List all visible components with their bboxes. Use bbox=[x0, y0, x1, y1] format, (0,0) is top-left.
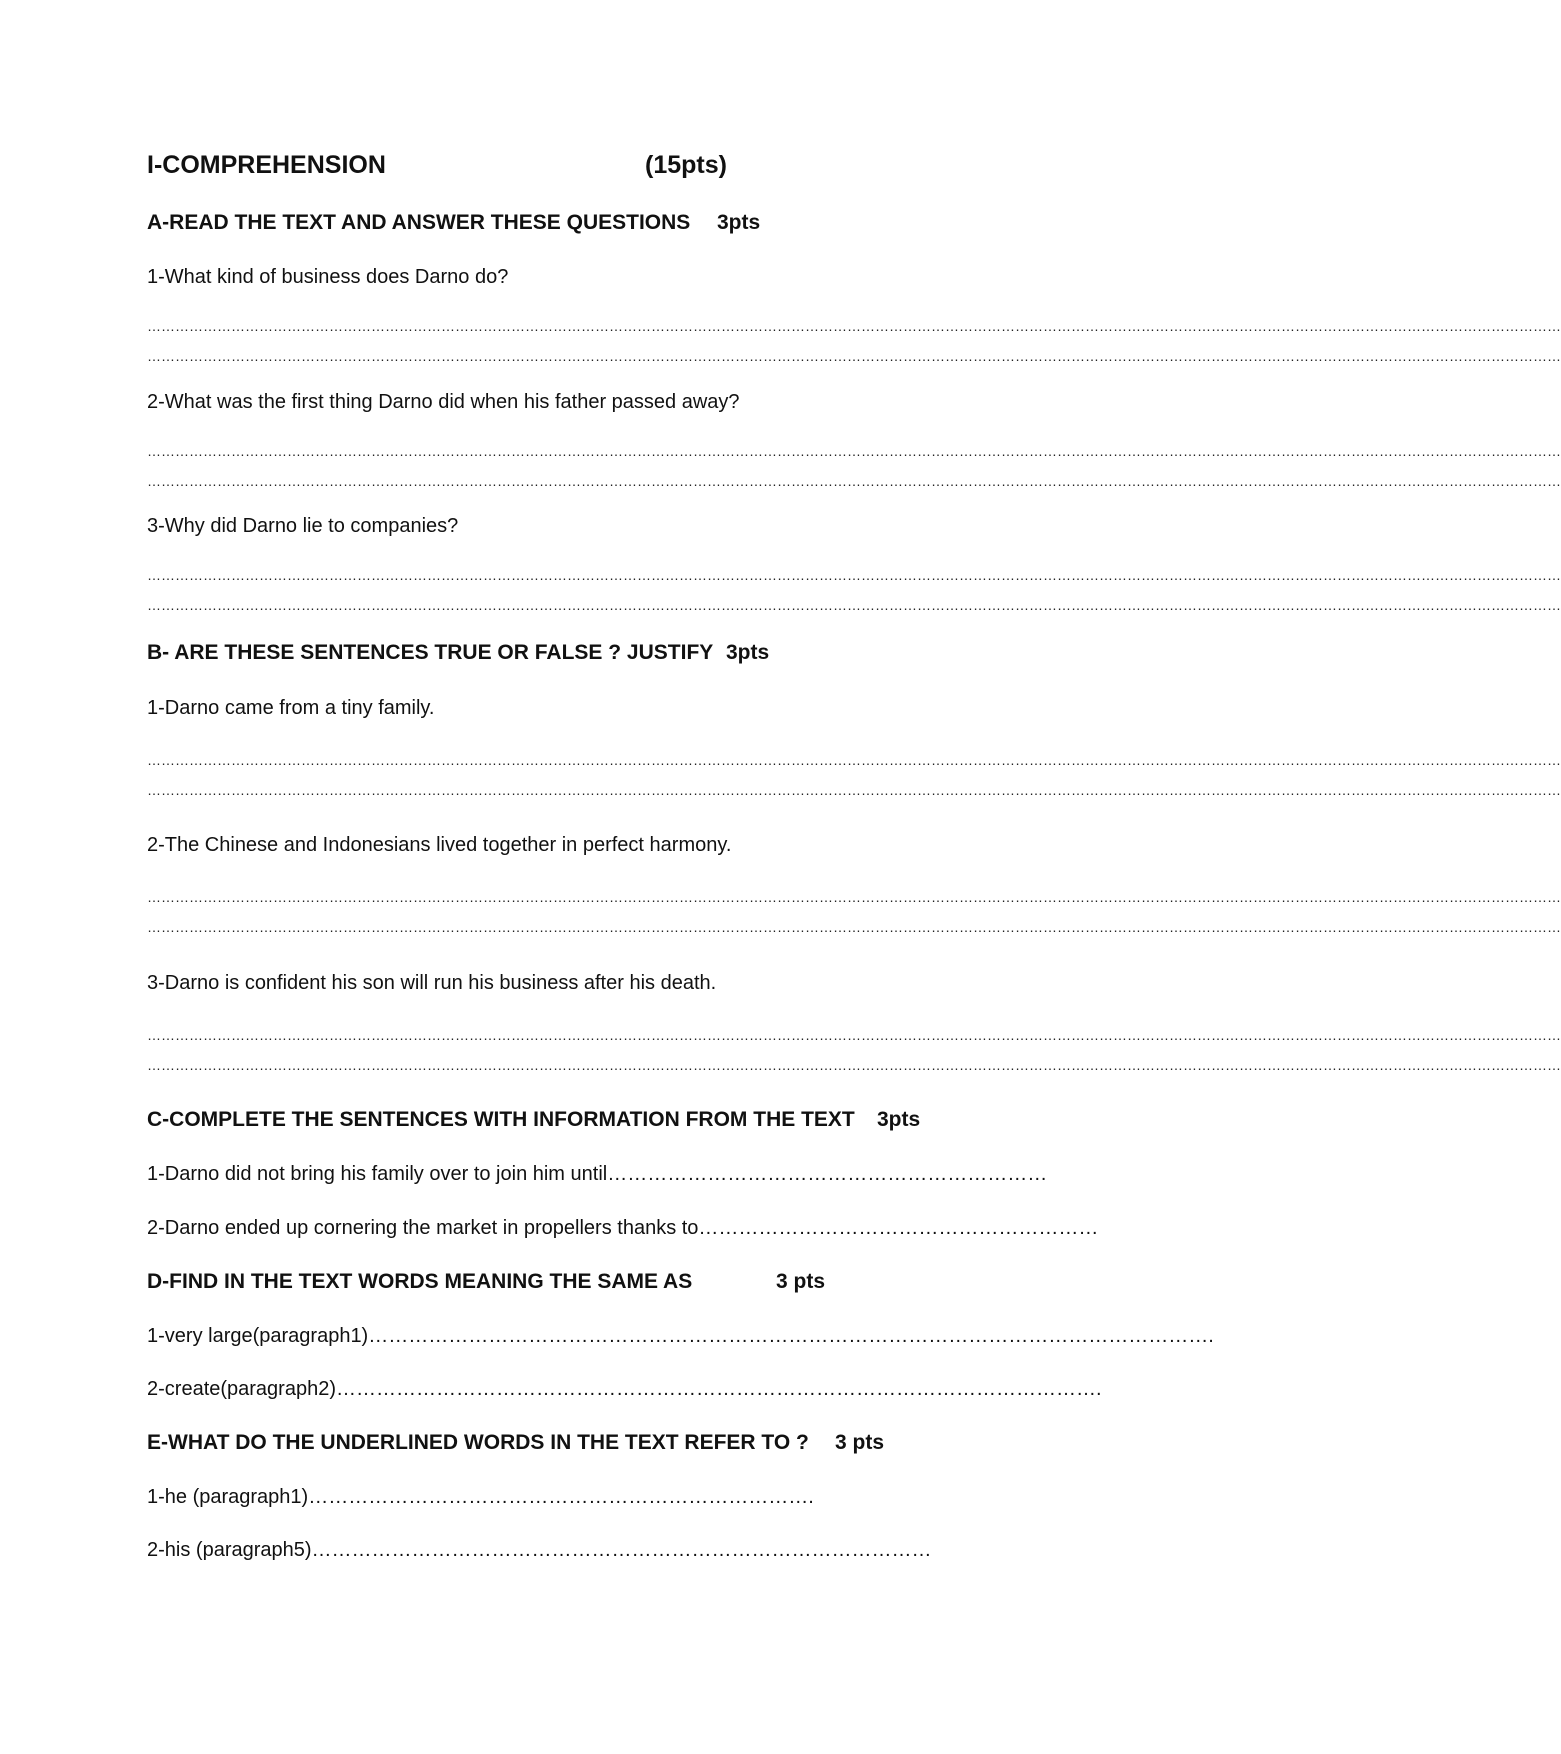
answer-line[interactable]: …………………………………………………………………………………………………………………………………………………………………………………………………………………………………………………………………………… bbox=[147, 782, 1561, 798]
section-e-points: 3 pts bbox=[835, 1431, 885, 1454]
section-c-heading: C-COMPLETE THE SENTENCES WITH INFORMATION FROM THE TEXT bbox=[147, 1108, 855, 1131]
section-d-heading: D-FIND IN THE TEXT WORDS MEANING THE SAME AS bbox=[147, 1270, 693, 1293]
section-e-heading: E-WHAT DO THE UNDERLINED WORDS IN THE TEXT REFER TO ? bbox=[147, 1431, 809, 1454]
answer-line[interactable]: …………………………………………………………………………………………………………………………………………………………………………………………………………………………………………………………………………… bbox=[147, 567, 1561, 583]
question-c1: 1-Darno did not bring his family over to join him until………………………………………………………… bbox=[147, 1163, 1048, 1185]
section-b-heading: B- ARE THESE SENTENCES TRUE OR FALSE ? JUSTIFY bbox=[147, 641, 714, 664]
page-title: I-COMPREHENSION bbox=[147, 151, 386, 179]
question-b1: 1-Darno came from a tiny family. bbox=[147, 697, 435, 719]
answer-line[interactable]: …………………………………………………………………………………………………………………………………………………………………………………………………………………………………………………………………………… bbox=[147, 348, 1561, 364]
answer-line[interactable]: …………………………………………………………………………………………………………………………………………………………………………………………………………………………………………………………………………… bbox=[147, 1027, 1561, 1043]
section-d-points: 3 pts bbox=[776, 1270, 826, 1293]
question-e2: 2-his (paragraph5)………………………………………………………………………………… bbox=[147, 1539, 932, 1561]
question-a3: 3-Why did Darno lie to companies? bbox=[147, 515, 459, 537]
question-b3: 3-Darno is confident his son will run his business after his death. bbox=[147, 972, 717, 994]
answer-line[interactable]: …………………………………………………………………………………………………………………………………………………………………………………………………………………………………………………………………………… bbox=[147, 443, 1561, 459]
answer-line[interactable]: …………………………………………………………………………………………………………………………………………………………………………………………………………………………………………………………………………… bbox=[147, 919, 1561, 935]
question-c2: 2-Darno ended up cornering the market in propellers thanks to…………………………………………………… bbox=[147, 1217, 1099, 1239]
question-d1: 1-very large(paragraph1)………………………………………………………………………………………………………………. bbox=[147, 1325, 1214, 1347]
question-e1: 1-he (paragraph1)…………………………………………………………………. bbox=[147, 1486, 814, 1508]
answer-line[interactable]: …………………………………………………………………………………………………………………………………………………………………………………………………………………………………………………………………………… bbox=[147, 889, 1561, 905]
answer-line[interactable]: …………………………………………………………………………………………………………………………………………………………………………………………………………………………………………………………………………… bbox=[147, 318, 1561, 334]
section-a-heading: A-READ THE TEXT AND ANSWER THESE QUESTIONS bbox=[147, 211, 691, 234]
answer-line[interactable]: …………………………………………………………………………………………………………………………………………………………………………………………………………………………………………………………………………… bbox=[147, 597, 1561, 613]
question-d2: 2-create(paragraph2)……………………………………………………………………………………………………. bbox=[147, 1378, 1102, 1400]
question-a1: 1-What kind of business does Darno do? bbox=[147, 266, 509, 288]
answer-line[interactable]: …………………………………………………………………………………………………………………………………………………………………………………………………………………………………………………………………………… bbox=[147, 473, 1561, 489]
question-b2: 2-The Chinese and Indonesians lived together in perfect harmony. bbox=[147, 834, 732, 856]
answer-line[interactable]: …………………………………………………………………………………………………………………………………………………………………………………………………………………………………………………………………………… bbox=[147, 1057, 1561, 1073]
section-b-points: 3pts bbox=[726, 641, 770, 664]
page-title-points: (15pts) bbox=[645, 151, 727, 179]
section-c-points: 3pts bbox=[877, 1108, 921, 1131]
question-a2: 2-What was the first thing Darno did when his father passed away? bbox=[147, 391, 740, 413]
answer-line[interactable]: …………………………………………………………………………………………………………………………………………………………………………………………………………………………………………………………………………… bbox=[147, 752, 1561, 768]
section-a-points: 3pts bbox=[717, 211, 761, 234]
